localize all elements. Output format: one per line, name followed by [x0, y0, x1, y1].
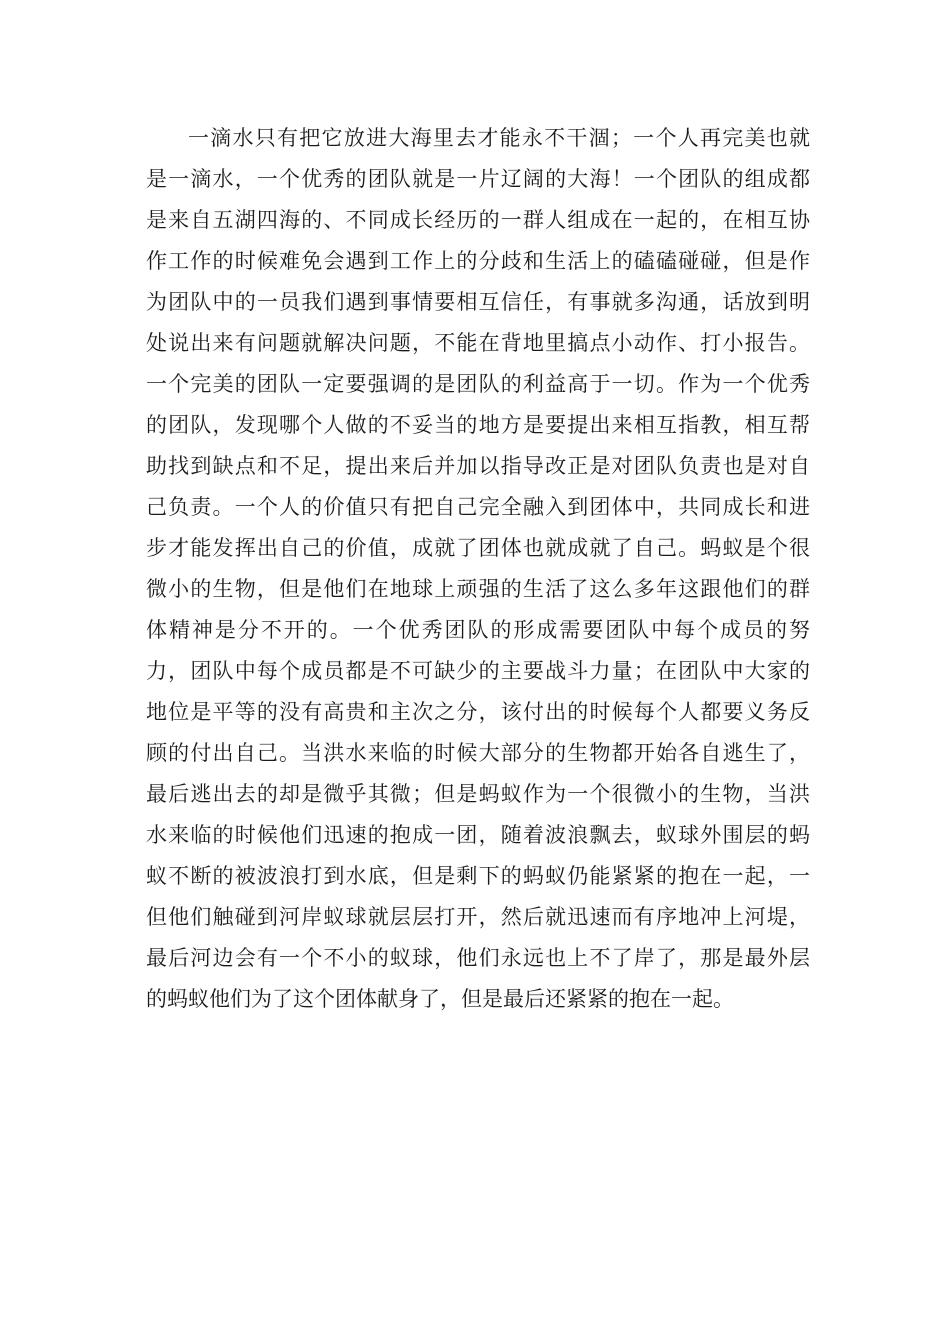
- paragraph-line: 一滴水只有把它放进大海里去才能永不干涸；一个人再完美也就: [188, 126, 810, 150]
- paragraph-line: 微小的生物，但是他们在地球上顽强的生活了这么多年这跟他们的群: [146, 577, 810, 601]
- paragraph-line: 助找到缺点和不足，提出来后并加以指导改正是对团队负责也是对自: [146, 454, 810, 478]
- paragraph-line: 但他们触碰到河岸蚁球就层层打开，然后就迅速而有序地冲上河堤，: [146, 905, 810, 929]
- paragraph-line: 己负责。一个人的价值只有把自己完全融入到团体中，共同成长和进: [146, 495, 810, 519]
- paragraph-line: 最后河边会有一个不小的蚁球，他们永远也上不了岸了，那是最外层: [146, 946, 810, 970]
- paragraph-line: 力，团队中每个成员都是不可缺少的主要战斗力量；在团队中大家的: [146, 659, 810, 683]
- paragraph-line: 步才能发挥出自己的价值，成就了团体也就成就了自己。蚂蚁是个很: [146, 536, 810, 560]
- paragraph-line: 的蚂蚁他们为了这个团体献身了，但是最后还紧紧的抱在一起。: [146, 987, 734, 1011]
- paragraph-line: 水来临的时候他们迅速的抱成一团，随着波浪飘去，蚁球外围层的蚂: [146, 823, 810, 847]
- paragraph-line: 地位是平等的没有高贵和主次之分，该付出的时候每个人都要义务反: [146, 700, 810, 724]
- paragraph-line: 为团队中的一员我们遇到事情要相互信任，有事就多沟通，话放到明: [146, 290, 810, 314]
- paragraph-line: 蚁不断的被波浪打到水底，但是剩下的蚂蚁仍能紧紧的抱在一起，一: [146, 864, 810, 888]
- paragraph-line: 作工作的时候难免会遇到工作上的分歧和生活上的磕磕碰碰，但是作: [146, 249, 810, 273]
- paragraph-line: 是来自五湖四海的、不同成长经历的一群人组成在一起的，在相互协: [146, 208, 810, 232]
- paragraph-line: 处说出来有问题就解决问题，不能在背地里搞点小动作、打小报告。: [146, 331, 810, 355]
- paragraph-line: 是一滴水，一个优秀的团队就是一片辽阔的大海！一个团队的组成都: [146, 167, 810, 191]
- paragraph-line: 的团队，发现哪个人做的不妥当的地方是要提出来相互指教，相互帮: [146, 413, 810, 437]
- paragraph-line: 顾的付出自己。当洪水来临的时候大部分的生物都开始各自逃生了，: [146, 741, 810, 765]
- paragraph-line: 最后逃出去的却是微乎其微；但是蚂蚁作为一个很微小的生物，当洪: [146, 782, 810, 806]
- body-paragraph: [146, 118, 810, 1020]
- paragraph-line: 体精神是分不开的。一个优秀团队的形成需要团队中每个成员的努: [146, 618, 810, 642]
- paragraph-line: 一个完美的团队一定要强调的是团队的利益高于一切。作为一个优秀: [146, 372, 810, 396]
